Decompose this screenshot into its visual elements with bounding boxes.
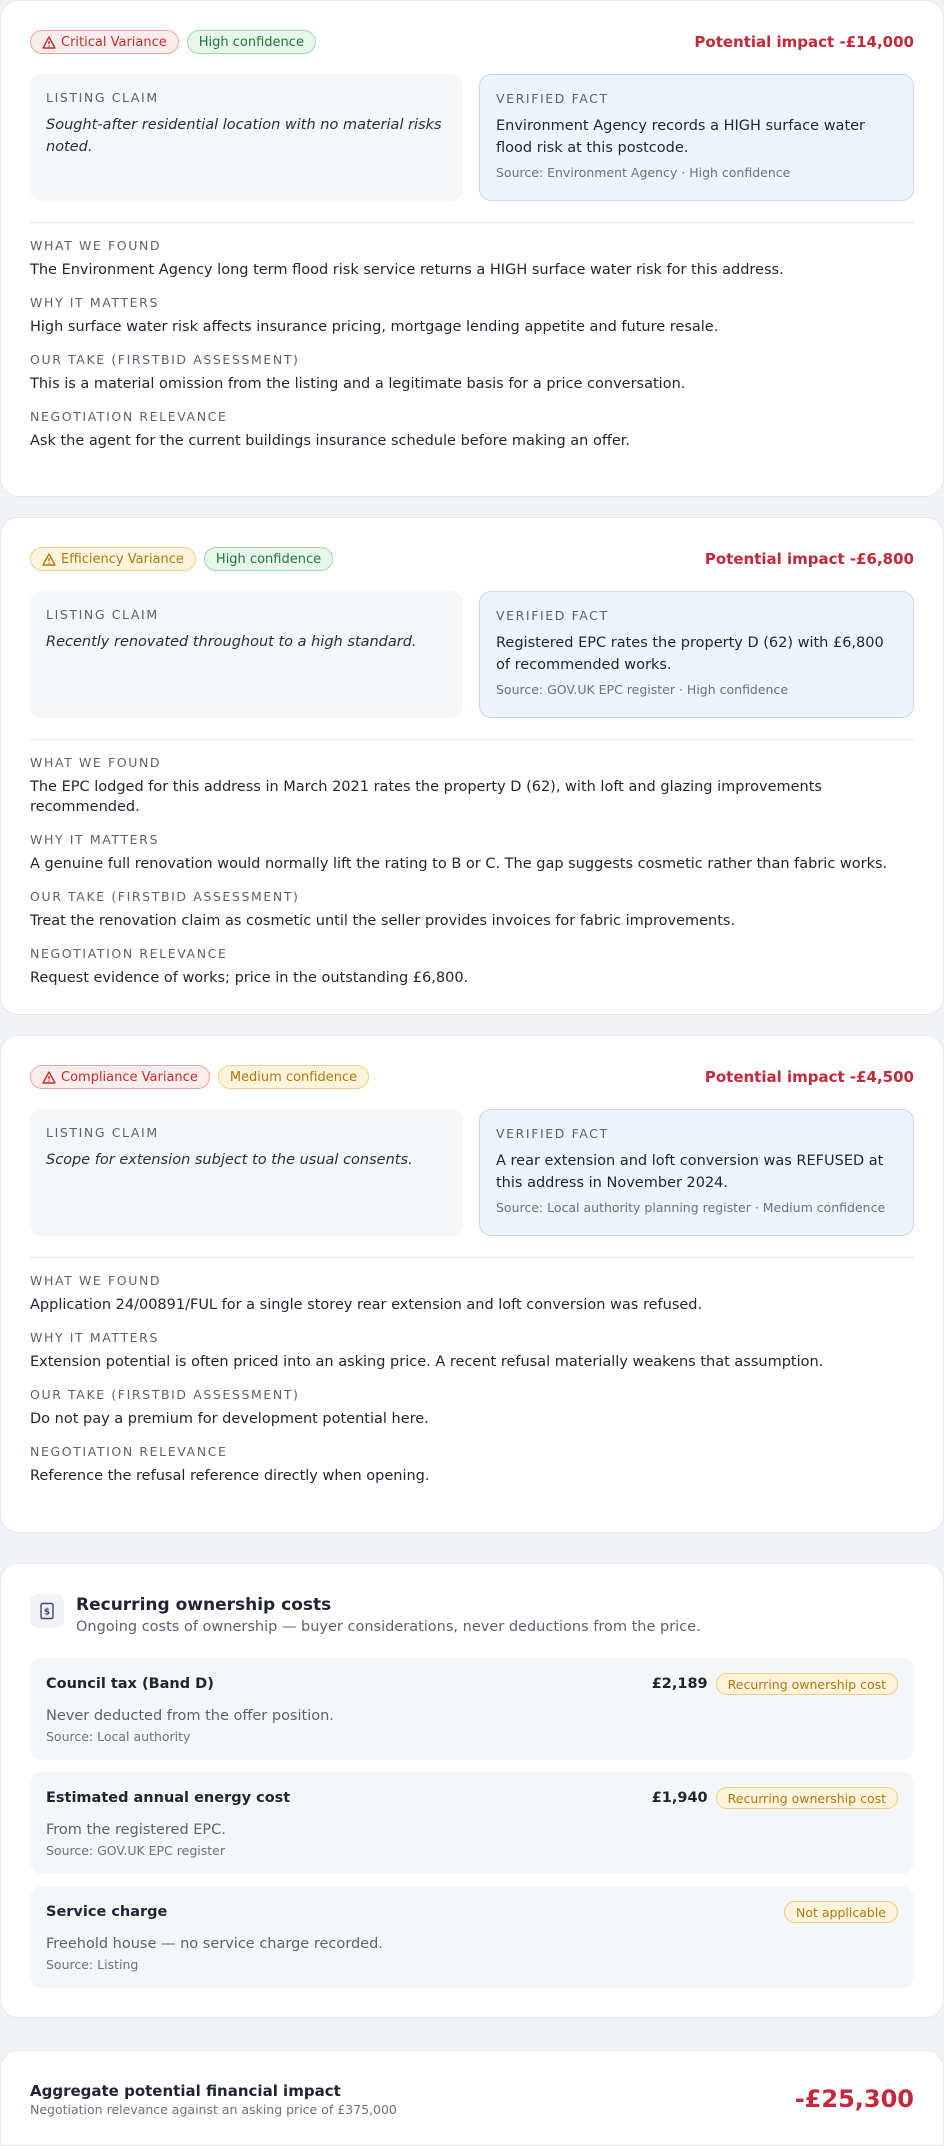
confidence-badge: Medium confidence <box>218 1065 369 1089</box>
aggregate-impact-card <box>0 2050 944 2146</box>
cost-value-group <box>652 1787 898 1809</box>
section-text: Application 24/00891/FUL for a single storey rear extension and loft conversion was refused. <box>30 1297 703 1313</box>
section-text: Ask the agent for the current buildings insurance schedule before making an offer. <box>30 433 631 449</box>
section-label: OUR TAKE (FIRSTBID ASSESSMENT) <box>30 889 300 904</box>
verified-fact-box <box>479 74 914 201</box>
verified-fact-source: Source: Local authority planning register · Medium confidence <box>496 1200 886 1215</box>
recurring-costs-subtitle: Ongoing costs of ownership — buyer considerations, never deductions from the price. <box>76 1619 701 1635</box>
svg-text:$: $ <box>43 1607 51 1618</box>
listing-claim-label: LISTING CLAIM <box>46 607 159 622</box>
section-what-we-found <box>30 238 914 280</box>
section-why-it-matters <box>30 1330 914 1372</box>
cost-item-row <box>46 1786 898 1810</box>
cost-value-group <box>784 1901 898 1923</box>
variance-sections <box>30 1258 914 1486</box>
listing-claim-text: Recently renovated throughout to a high standard. <box>46 634 417 650</box>
cost-amount: £2,189 <box>651 1676 708 1692</box>
section-text: A genuine full renovation would normally lift the rating to B or C. The gap suggests cosmetic rather than fabric works. <box>30 856 888 872</box>
section-negotiation-relevance <box>30 409 914 451</box>
aggregate-impact-value: -£25,300 <box>794 2085 914 2113</box>
variance-header <box>30 547 914 571</box>
cost-source: Source: Listing <box>46 1957 139 1972</box>
section-text: Extension potential is often priced into an asking price. A recent refusal materially weakens that assumption. <box>30 1354 824 1370</box>
variance-card-epc <box>0 517 944 1015</box>
section-label: OUR TAKE (FIRSTBID ASSESSMENT) <box>30 1387 300 1402</box>
variance-sections <box>30 740 914 988</box>
verified-fact-source: Source: Environment Agency · High confidence <box>496 165 791 180</box>
section-text: The Environment Agency long term flood risk service returns a HIGH surface water risk for this address. <box>30 262 784 278</box>
claim-fact-row <box>30 591 914 718</box>
section-label: WHY IT MATTERS <box>30 1330 159 1345</box>
section-our-take <box>30 1387 914 1429</box>
cost-name: Estimated annual energy cost <box>46 1790 291 1806</box>
section-why-it-matters <box>30 295 914 337</box>
aggregate-impact-title: Aggregate potential financial impact <box>30 2081 341 2100</box>
section-our-take <box>30 889 914 931</box>
variance-card-inner <box>1 1036 943 1486</box>
potential-impact: Potential impact -£6,800 <box>704 550 914 568</box>
section-label: NEGOTIATION RELEVANCE <box>30 946 228 961</box>
recurring-costs-title: Recurring ownership costs <box>76 1595 332 1615</box>
section-what-we-found <box>30 1273 914 1315</box>
section-text: Request evidence of works; price in the outstanding £6,800. <box>30 970 469 986</box>
variance-card-planning <box>0 1035 944 1533</box>
cost-note: Freehold house — no service charge recorded. <box>46 1936 383 1952</box>
section-label: WHY IT MATTERS <box>30 295 159 310</box>
variance-badges <box>30 547 333 571</box>
warning-triangle-icon <box>42 553 56 566</box>
section-label: OUR TAKE (FIRSTBID ASSESSMENT) <box>30 352 300 367</box>
section-label: WHAT WE FOUND <box>30 755 162 770</box>
section-text: The EPC lodged for this address in March 2021 rates the property D (62), with loft and glazing improvements recommended. <box>30 779 822 815</box>
section-label: WHAT WE FOUND <box>30 1273 162 1288</box>
cost-item-council-tax <box>30 1658 914 1760</box>
cost-list <box>30 1658 914 1988</box>
aggregate-impact-labels <box>30 2082 397 2117</box>
warning-triangle-icon <box>42 36 56 49</box>
section-text: Do not pay a premium for development potential here. <box>30 1411 429 1427</box>
listing-claim-label: LISTING CLAIM <box>46 90 159 105</box>
variance-type-label: Compliance Variance <box>61 1069 198 1085</box>
recurring-costs-titles <box>76 1594 701 1635</box>
section-what-we-found <box>30 755 914 817</box>
variance-card-inner <box>1 518 943 988</box>
receipt-icon <box>30 1594 64 1628</box>
recurring-costs-inner <box>1 1564 943 1988</box>
verified-fact-box <box>479 1109 914 1236</box>
listing-claim-box <box>30 74 463 201</box>
section-label: WHAT WE FOUND <box>30 238 162 253</box>
variance-type-label: Critical Variance <box>61 34 167 50</box>
cost-type-pill: Recurring ownership cost <box>716 1673 898 1695</box>
cost-note: Never deducted from the offer position. <box>46 1708 334 1724</box>
variance-card-flood <box>0 0 944 497</box>
section-our-take <box>30 352 914 394</box>
verified-fact-box <box>479 591 914 718</box>
verified-fact-text: Registered EPC rates the property D (62) with £6,800 of recommended works. <box>496 635 884 673</box>
verified-fact-text: Environment Agency records a HIGH surface water flood risk at this postcode. <box>496 118 866 156</box>
variance-header <box>30 30 914 54</box>
section-negotiation-relevance <box>30 1444 914 1486</box>
listing-claim-box <box>30 1109 463 1236</box>
listing-claim-box <box>30 591 463 718</box>
variance-header <box>30 1065 914 1089</box>
potential-impact: Potential impact -£14,000 <box>694 33 914 51</box>
verified-fact-label: VERIFIED FACT <box>496 1126 609 1141</box>
section-text: This is a material omission from the listing and a legitimate basis for a price conversation. <box>30 376 686 392</box>
cost-note: From the registered EPC. <box>46 1822 226 1838</box>
listing-claim-text: Sought-after residential location with no material risks noted. <box>46 117 442 155</box>
cost-item-row <box>46 1672 898 1696</box>
cost-type-pill: Recurring ownership cost <box>716 1787 898 1809</box>
section-text: High surface water risk affects insurance pricing, mortgage lending appetite and future resale. <box>30 319 719 335</box>
cost-name: Council tax (Band D) <box>46 1676 214 1692</box>
variance-type-label: Efficiency Variance <box>61 551 184 567</box>
potential-impact: Potential impact -£4,500 <box>704 1068 914 1086</box>
recurring-costs-header <box>30 1594 914 1635</box>
variance-badges <box>30 30 316 54</box>
aggregate-impact-subtitle: Negotiation relevance against an asking price of £375,000 <box>30 2101 397 2117</box>
listing-claim-label: LISTING CLAIM <box>46 1125 159 1140</box>
cost-source: Source: Local authority <box>46 1729 191 1744</box>
variance-type-badge <box>30 30 179 54</box>
verified-fact-label: VERIFIED FACT <box>496 91 609 106</box>
variance-sections <box>30 223 914 451</box>
section-label: NEGOTIATION RELEVANCE <box>30 409 228 424</box>
verified-fact-text: A rear extension and loft conversion was REFUSED at this address in November 2024. <box>496 1153 884 1191</box>
claim-fact-row <box>30 1109 914 1236</box>
cost-type-pill: Not applicable <box>784 1901 898 1923</box>
variance-badges <box>30 1065 369 1089</box>
cost-name: Service charge <box>46 1904 168 1920</box>
cost-item-energy <box>30 1772 914 1874</box>
aggregate-impact-inner <box>1 2051 943 2146</box>
cost-item-service-charge <box>30 1886 914 1988</box>
cost-source: Source: GOV.UK EPC register <box>46 1843 225 1858</box>
claim-fact-row <box>30 74 914 201</box>
section-text: Treat the renovation claim as cosmetic until the seller provides invoices for fabric improvements. <box>30 913 736 929</box>
verified-fact-label: VERIFIED FACT <box>496 608 609 623</box>
section-label: NEGOTIATION RELEVANCE <box>30 1444 228 1459</box>
section-text: Reference the refusal reference directly when opening. <box>30 1468 430 1484</box>
recurring-costs-card <box>0 1563 944 2018</box>
warning-triangle-icon <box>42 1071 56 1084</box>
confidence-badge: High confidence <box>187 30 316 54</box>
section-label: WHY IT MATTERS <box>30 832 159 847</box>
verified-fact-source: Source: GOV.UK EPC register · High confidence <box>496 682 789 697</box>
section-why-it-matters <box>30 832 914 874</box>
section-negotiation-relevance <box>30 946 914 988</box>
variance-type-badge <box>30 547 196 571</box>
variance-card-inner <box>1 1 943 451</box>
confidence-badge: High confidence <box>204 547 333 571</box>
variance-type-badge <box>30 1065 210 1089</box>
cost-value-group <box>652 1673 898 1695</box>
cost-amount: £1,940 <box>651 1790 708 1806</box>
listing-claim-text: Scope for extension subject to the usual consents. <box>46 1152 413 1168</box>
cost-item-row <box>46 1900 898 1924</box>
